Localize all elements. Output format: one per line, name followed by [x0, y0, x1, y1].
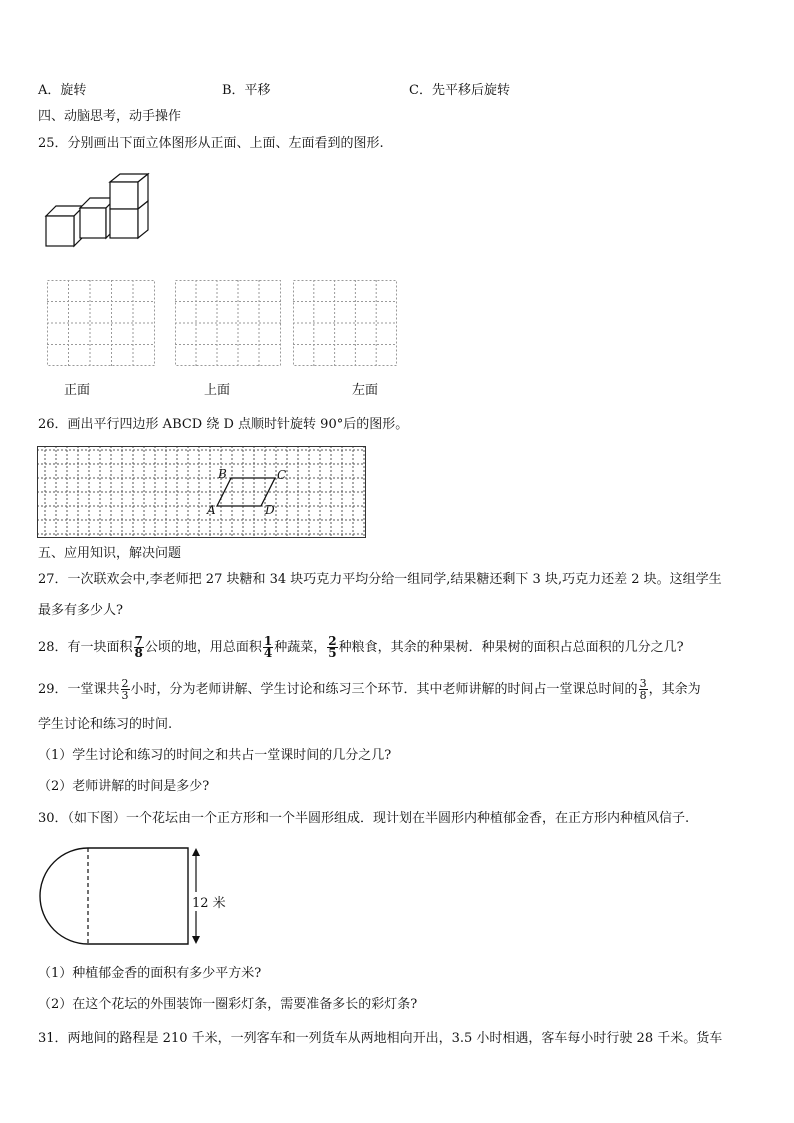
section-4-heading: 四、动脑思考，动手操作 [38, 109, 182, 124]
cube-stack-figure [40, 170, 160, 250]
caption-top: 上面 [204, 383, 231, 398]
fraction-7-8: $\frac{7}{8}$ [134, 634, 143, 660]
q29-text-1: 29．一堂课共 [38, 682, 120, 697]
question-30-sub-1: （1）种植郁金香的面积有多少平方米? [38, 966, 262, 981]
q29-text-2: 小时，分为老师讲解、学生讨论和练习三个环节．其中老师讲解的时间占一堂课总时间的 [130, 682, 638, 697]
question-30-sub-2: （2）在这个花坛的外围装饰一圈彩灯条，需要准备多长的彩灯条? [38, 997, 418, 1012]
fraction-3-8: $\frac{3}{8}$ [639, 677, 647, 702]
question-26: 26．画出平行四边形 ABCD 绕 D 点顺时针旋转 90°后的图形。 [38, 417, 409, 432]
vertex-label-b: B [218, 467, 227, 481]
vertex-label-c: C [277, 468, 287, 482]
q28-text-1: 28．有一块面积 [38, 640, 133, 655]
question-30: 30．（如下图）一个花坛由一个正方形和一个半圆形组成．现计划在半圆形内种植郁金香，在正方形内种植风信子. [38, 811, 690, 826]
parallelogram-grid-figure [37, 446, 366, 538]
vertex-label-d: D [265, 503, 275, 517]
vertex-label-a: A [207, 503, 216, 517]
q28-text-3: 种蔬菜， [274, 640, 327, 655]
fraction-2-3: $\frac{2}{3}$ [121, 677, 129, 702]
question-29-line-1 [38, 678, 701, 702]
fraction-1-4: $\frac{1}{4}$ [263, 634, 273, 660]
question-29-line-2: 学生讨论和练习的时间. [38, 717, 173, 732]
question-31: 31．两地间的路程是 210 千米，一列客车和一列货车从两地相向开出，3.5 小时相遇，客车每小时行驶 28 千米。货车 [38, 1031, 723, 1046]
caption-left: 左面 [352, 383, 379, 398]
option-a[interactable]: A．旋转 [38, 83, 87, 98]
caption-front: 正面 [64, 383, 91, 398]
grid-front [47, 280, 155, 366]
section-5-heading: 五、应用知识，解决问题 [38, 546, 182, 561]
question-29-sub-2: （2）老师讲解的时间是多少? [38, 779, 210, 794]
q28-text-4: 种粮食，其余的种果树．种果树的面积占总面积的几分之几? [338, 640, 684, 655]
option-c[interactable]: C．先平移后旋转 [409, 83, 510, 98]
q29-text-3: ，其余为 [648, 682, 701, 697]
question-28 [38, 636, 684, 660]
grid-top [175, 280, 281, 366]
question-25: 25．分别画出下面立体图形从正面、上面、左面看到的图形. [38, 136, 384, 151]
question-27-line-1: 27．一次联欢会中,李老师把 27 块糖和 34 块巧克力平均分给一组同学,结果糖还剩下 3 块,巧克力还差 2 块。这组学生 [38, 572, 722, 587]
option-b[interactable]: B．平移 [222, 83, 271, 98]
dimension-label: 12 米 [190, 892, 228, 911]
q28-text-2: 公顷的地，用总面积 [144, 640, 262, 655]
fraction-2-5: $\frac{2}{5}$ [328, 634, 337, 660]
question-29-sub-1: （1）学生讨论和练习的时间之和共占一堂课时间的几分之几? [38, 748, 392, 763]
question-27-line-2: 最多有多少人? [38, 603, 123, 618]
grid-left [293, 280, 397, 366]
